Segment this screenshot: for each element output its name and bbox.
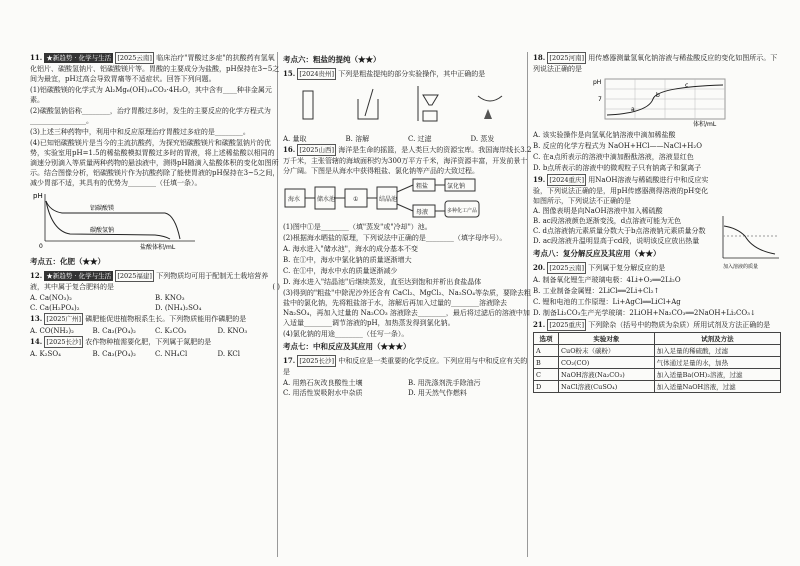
flow-mother-liquor: 母液	[416, 209, 429, 216]
source-year: [2025河南]	[549, 54, 585, 62]
question-21	[533, 319, 781, 331]
option-b: B. 工业制备金属锂：2LiCl══2Li+Cl₂↑	[533, 287, 660, 295]
column-header: 选项	[534, 333, 559, 345]
source-year: [2025长沙]	[299, 357, 335, 365]
option-b: B. KNO₃	[155, 294, 185, 302]
trend-tag: ★新趋势 · 化学与生活	[46, 54, 112, 62]
section-heading: 考点八：复分解反应及其应用（★★）	[533, 249, 661, 258]
option-b: B. Ca₃(PO₄)₂	[92, 327, 136, 335]
table-row	[534, 381, 781, 393]
options	[30, 349, 280, 359]
table-cell: 加入足量的稀硫酸，过滤	[654, 345, 780, 357]
option-d: D. b点所表示的溶液中的微观粒子只有钠离子和氯离子	[533, 164, 702, 172]
table-cell: 加入适量NaOH溶液，过滤	[654, 381, 780, 393]
question-text: 磷肥能促进植物根系生长。下列物质能用作磷肥的是	[85, 315, 247, 323]
flame-icon	[484, 109, 492, 119]
ph-mass-chart	[717, 214, 781, 270]
answer-blank: ( )	[272, 283, 280, 291]
option-a: A. 制备氧化锂生产玻璃电极：4Li+O₂══2Li₂O	[533, 276, 681, 284]
question-19	[533, 174, 713, 246]
option-d: D. (NH₄)₂SO₄	[155, 304, 202, 312]
section-heading: 考点五：化肥（★★）	[30, 257, 105, 266]
table-cell: 加入适量Ba(OH)₂溶液，过滤	[654, 369, 780, 381]
flow-products: 多种化工产品	[447, 208, 478, 214]
column-header: 试剂及方法	[654, 333, 780, 345]
question-number: 20.	[533, 263, 546, 272]
option-a: A. 该实验操作是向氢氧化钠溶液中滴加稀盐酸	[533, 131, 676, 139]
option-b: B. 反应的化学方程式为 NaOH+HCl——NaCl+H₂O	[533, 142, 702, 150]
y-tick-7: 7	[598, 96, 602, 103]
option-b: B. Ca₃(PO₄)₂	[92, 350, 136, 358]
option-b: B. 在①中，海水中氯化钠的质量逐渐增大	[283, 256, 412, 264]
question-text: 下列物质均可用于配制无土栽培营养液，其中属于复合肥料的是	[30, 272, 269, 291]
column-1	[30, 52, 280, 359]
question-number: 21.	[533, 320, 546, 329]
sub-question: (2)根据海水晒盐的原理，下列说法中正确的是________（填字母序号）。	[283, 234, 507, 242]
option-c: C. 过滤	[408, 135, 432, 143]
option-c: C. 锂和电池的工作原理：Li+AgCl══LiCl+Ag	[533, 298, 681, 306]
x-label: 体积/mL	[693, 121, 717, 127]
options	[283, 378, 533, 398]
option-c: C. 在①中，海水中水的质量逐渐减少	[283, 267, 398, 275]
option-a: A. 海水进入"储水池"，海水的成分基本不变	[283, 245, 418, 253]
option-d: D. KNO₃	[217, 327, 248, 335]
series-label-1: 铝碳酸镁	[90, 205, 115, 212]
sub-question: (1)铝碳酸镁的化学式为 Al₂Mg₆(OH)₁₆CO₃·4H₂O，其中含有____种非金属元素。	[30, 86, 272, 104]
source-year: [2025广州]	[46, 315, 82, 323]
question-13	[30, 313, 280, 325]
impurity-removal-table	[533, 332, 781, 393]
option-a: A. 用熟石灰改良酸性土壤	[283, 379, 363, 387]
question-17	[283, 355, 533, 377]
table-cell: CO₂(CO)	[559, 357, 655, 369]
option-c: C. NH₄Cl	[155, 350, 188, 358]
option-d: D. 用天然气作燃料	[408, 389, 467, 397]
flow-storage: 储水池	[317, 196, 336, 203]
source-year: [2024重庆]	[549, 176, 585, 184]
table-row	[534, 369, 781, 381]
question-number: 12.	[30, 271, 43, 280]
column-3	[533, 52, 781, 393]
ph-titration-chart	[593, 75, 743, 127]
flow-step-1: ①	[353, 196, 359, 203]
question-text: 下列属于复分解反应的是	[588, 264, 666, 272]
source-year: [2024贵州]	[299, 70, 335, 78]
table-cell: A	[534, 345, 559, 357]
table-header-row	[534, 333, 781, 345]
source-year: [2025福建]	[117, 272, 152, 280]
question-text: 海洋是生命的摇篮，是人类巨大的资源宝库。我国海岸线长3.2万千米，主张管辖的海域面积约为300万平方千米，海洋资源丰富，开发前景十分广阔。下图是从海水中获得粗盐、氯化钠等产品的大致过程。	[283, 146, 532, 175]
glass-rod-icon	[365, 89, 373, 116]
table-cell: CuO粉末（碳粉）	[559, 345, 655, 357]
question-number: 14.	[30, 337, 43, 346]
beaker-icon	[358, 99, 378, 119]
question-text: 中和反应是一类重要的化学反应。下列应用与中和反应有关的是	[283, 357, 528, 376]
option-c: C. K₂CO₃	[155, 327, 187, 335]
option-d: D. 蒸发	[470, 135, 495, 143]
source-year: [2025山西]	[299, 146, 335, 154]
option-c: C. d点溶液钠元素质量分数大于b点溶液钠元素质量分数	[533, 227, 706, 235]
question-text: 用NaOH溶液与稀硫酸进行中和反应实验，下列说法正确的是，用pH传感器测得溶液的pH变化如图所示，下列说法不正确的是	[533, 176, 709, 205]
question-number: 15.	[283, 69, 296, 78]
option-a: A. K₂SO₄	[30, 350, 61, 358]
source-year: [2025云南]	[117, 54, 152, 62]
flow-seawater: 海水	[288, 196, 301, 203]
question-15	[283, 68, 533, 80]
options	[30, 326, 280, 336]
sub-question: (2)碳酸氢钠俗称________，治疗胃酸过多时，发生的主要反应的化学方程式为________________。	[30, 107, 271, 125]
source-year: [2025重庆]	[549, 321, 585, 329]
column-2	[283, 52, 533, 398]
sub-question: (3)上述三种药物中，利用中和反应原理治疗胃酸过多症的是________。	[30, 128, 250, 136]
x-label: 盐酸体积/mL	[140, 244, 176, 251]
ph-curve-chart	[30, 189, 200, 251]
sub-question: (4)已知铝碳酸镁片是当今的主流抗酸药，为探究铝碳酸镁片和碳酸氢钠片的优势，实验室用pH=1.5的稀盐酸模拟胃酸过多时的胃液，将上述稀盐酸以相同的滴速分别滴入等质量两种药物的悬浊液中，测得pH随滴入盐酸体积的变化如图所示。结合图像分析，铝碳酸镁片作为抗酸药除了能使胃液的pH保持在3~5之间，减少胃部不适，其具有的优势为________（任填一条）。	[30, 139, 280, 187]
point-a: a	[631, 106, 635, 113]
option-a: A. 量取	[283, 135, 307, 143]
section-heading: 考点七：中和反应及其应用（★★★）	[283, 342, 411, 351]
sub-question: (3)得到的"粗盐"中除泥沙外还含有 CaCl₂、MgCl₂、Na₂SO₄等杂质，要除去粗盐中的氯化钠，先将粗盐溶于水，溶解后再加入过量的________溶液除去 Na₂SO₄，再加入过量的 Na₂CO₃ 溶液除去________，最后将过滤后的溶液中加入适量________调节溶液的pH，加热蒸发得到氯化钠。	[283, 289, 532, 327]
lab-operations-figure	[283, 81, 523, 131]
table-cell: B	[534, 357, 559, 369]
question-number: 18.	[533, 53, 546, 62]
flow-nacl: 氯化钠	[447, 183, 466, 190]
option-d: D. ac段溶液升温明显高于cd段，说明该反应放出热量	[533, 237, 700, 245]
question-18	[533, 52, 781, 74]
funnel-icon	[423, 95, 438, 105]
question-text: 临床治疗"胃酸过多症"的抗酸药有氢氧化铝片、碳酸氢钠片、铝碳酸镁片等。胃酸的主要成分为盐酸，pH保持在3~5之间为最宜，pH过高会导致胃痛等不适症状。回答下列问题。	[30, 54, 280, 83]
flow-crude-salt: 粗盐	[416, 183, 429, 190]
question-number: 11.	[30, 53, 43, 62]
option-a: A. 图像表明是向NaOH溶液中加入稀硫酸	[533, 207, 663, 215]
question-text: 用传感器测量氢氧化钠溶液与稀盐酸反应的变化如图所示。下列说法正确的是	[533, 54, 778, 73]
table-cell: C	[534, 369, 559, 381]
option-d: D. 制备Li₂CO₃生产光学玻璃：2LiOH+Na₂CO₃══2NaOH+Li₂CO₃↓	[533, 309, 756, 317]
question-number: 19.	[533, 175, 546, 184]
table-row	[534, 345, 781, 357]
trend-tag: ★新趋势 · 化学与生活	[46, 272, 112, 280]
flow-crystal: 结晶池	[379, 196, 398, 203]
question-text: 农作物种植需要化肥，下列属于氮肥的是	[85, 338, 212, 346]
table-cell: 气体通过足量的水，加热	[654, 357, 780, 369]
series-label-2: 碳酸氢钠	[90, 227, 115, 234]
salt-process-flowchart	[283, 177, 528, 219]
point-b: b	[656, 92, 660, 99]
sub-question: (4)氯化钠的用途________（任写一条）。	[283, 330, 409, 338]
x-label: 加入溶液的质量	[723, 264, 759, 270]
table-cell: NaCl溶液(CuSO₄)	[559, 381, 655, 393]
table-row	[534, 357, 781, 369]
question-text: 下列除杂（括号中的物质为杂质）所用试剂及方法正确的是	[588, 321, 771, 329]
point-c: c	[685, 82, 689, 89]
table-cell: NaOH溶液(Na₂CO₃)	[559, 369, 655, 381]
beaker-icon	[423, 111, 437, 121]
option-a: A. Ca(NO₃)₂	[30, 294, 72, 302]
options	[30, 293, 280, 313]
question-12	[30, 270, 280, 292]
y-label: pH	[593, 79, 602, 86]
section-heading: 考点六：粗盐的提纯（★★）	[283, 55, 381, 64]
question-number: 13.	[30, 314, 43, 323]
question-11	[30, 52, 280, 84]
option-b: B. 用洗涤剂洗手除油污	[408, 379, 481, 387]
option-c: C. 在a点所表示的溶液中滴加酚酞溶液，溶液显红色	[533, 153, 694, 161]
evaporating-dish-icon	[478, 96, 502, 101]
source-year: [2025长沙]	[46, 338, 82, 346]
options	[283, 134, 533, 144]
option-d: D. 海水进入"结晶池"后继续蒸发，直至达到饱和并析出食盐晶体	[283, 278, 482, 286]
sub-question: (1)图中①是________（填"蒸发"或"冷却"）池。	[283, 223, 432, 231]
y-label: pH	[33, 192, 43, 200]
cylinder-icon	[303, 91, 313, 119]
option-d: D. KCl	[217, 350, 240, 358]
question-text: 下列是粗盐提纯的部分实验操作，其中正确的是	[338, 70, 486, 78]
option-b: B. 溶解	[345, 135, 370, 143]
option-c: C. Ca(H₂PO₄)₂	[30, 304, 80, 312]
column-header: 实验对象	[559, 333, 655, 345]
table-cell: D	[534, 381, 559, 393]
question-16	[283, 144, 533, 176]
question-14	[30, 336, 280, 348]
option-b: B. ac段溶液颜色逐渐变浅，d点溶液可能为无色	[533, 217, 682, 225]
question-number: 17.	[283, 356, 296, 365]
question-number: 16.	[283, 145, 296, 154]
option-c: C. 用活性炭吸附水中杂质	[283, 389, 363, 397]
option-a: A. CO(NH₂)₂	[30, 327, 74, 335]
origin-label: 0	[39, 243, 43, 250]
source-year: [2025云南]	[549, 264, 585, 272]
